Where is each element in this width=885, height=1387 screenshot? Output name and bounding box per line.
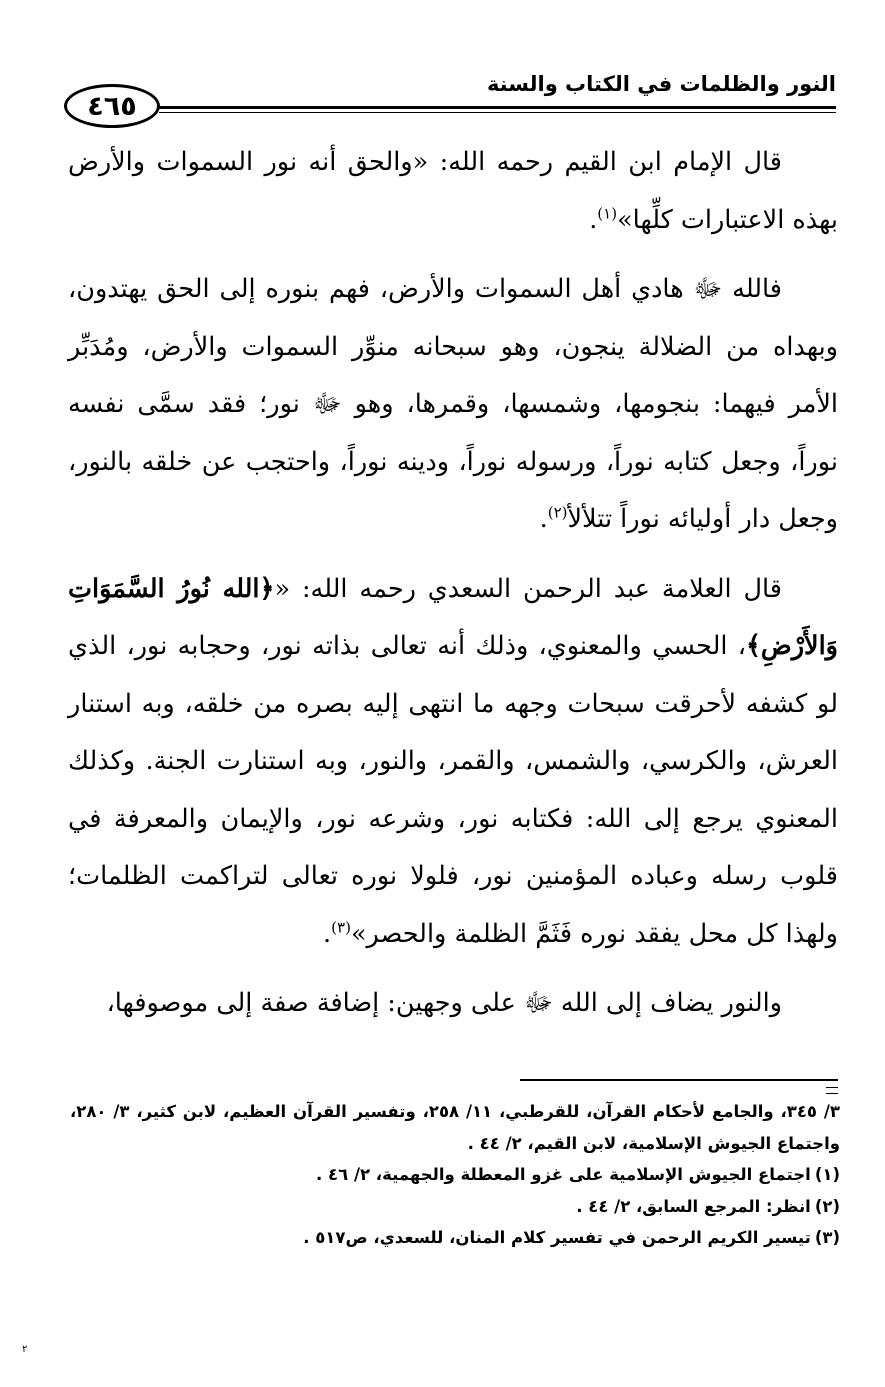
footnote-1-text: اجتماع الجيوش الإسلامية على غزو المعطلة والجهمية، ٢/ ٤٦ . [316, 1165, 811, 1184]
footnote-separator-mark [826, 1087, 838, 1088]
header-rule-thin [159, 112, 836, 113]
paragraph-4-text: والنور يضاف إلى الله ﷻ على وجهين: إضافة صفة إلى موصوفها، [106, 988, 782, 1018]
footnote-1 [70, 1159, 840, 1191]
page-number-oval [64, 84, 160, 128]
footnote-2 [70, 1191, 840, 1223]
footnotes [70, 1096, 840, 1254]
paragraph-2-end: . [539, 504, 548, 534]
paragraph-3-end: . [323, 918, 332, 949]
footnote-1-number: (١) [814, 1165, 840, 1184]
quran-verse: ﴿الله نُورُ السَّمَوَاتِ وَالأَرْضِ﴾ [68, 573, 838, 661]
paragraph-3 [68, 561, 838, 964]
corner-mark: ٢ [22, 1344, 28, 1355]
footnote-3 [70, 1222, 840, 1254]
footnote-3-text: تيسير الكريم الرحمن في تفسير كلام المنان، للسعدي، ص٥١٧ . [303, 1228, 811, 1247]
paragraph-2 [68, 261, 838, 549]
paragraph-3-text: ، الحسي والمعنوي، وذلك أنه تعالى بذاته نور، وحجابه نور، الذي لو كشفه لأحرقت سبحات وجهه ما انتهى إليه بصره من خلقه، وبه استنار العرش، والكرسي، والشمس، والقمر، والنور، وبه استنارت الجنة. وكذلك المعنوي يرجع إلى الله: فكتابه نور، وشرعه نور، والإيمان والمعرفة في قلوب رسله وعباده المؤمنين نور، فلولا نوره تعالى لتراكمت الظلمات؛ ولهذا كل محل يفقد نوره فَثَمَّ الظلمة والحصر» [68, 631, 838, 949]
footnote-separator [520, 1079, 838, 1081]
paragraph-1-end: . [589, 204, 598, 235]
page-header [64, 66, 836, 136]
footnote-2-text: انظر: المرجع السابق، ٢/ ٤٤ . [576, 1196, 811, 1216]
footnote-ref-1[interactable]: (١) [597, 204, 618, 222]
footnote-continuation: ٣/ ٣٤٥، والجامع لأحكام القرآن، للقرطبي، ١١/ ٢٥٨، وتفسير القرآن العظيم، لابن كثير، ٣/ ٢٨٠، واجتماع الجيوش الإسلامية، لابن القيم، ٢/ ٤٤ . [70, 1102, 840, 1153]
footnote-separator-mark-2 [826, 1093, 838, 1094]
header-rule [159, 106, 836, 109]
paragraph-2-text: فالله ﷻ هادي أهل السموات والأرض، فهم بنوره إلى الحق يهتدون، وبهداه من الضلالة ينجون، وهو سبحانه منوِّر السموات والأرض، ومُدَبِّر الأمر فيهما: بنجومها، وشمسها، وقمرها، وهو ﷻ نور؛ فقد سمَّى نفسه نوراً، وجعل كتابه نوراً، ورسوله نوراً، ودينه نوراً، واحتجب عن خلقه بالنور، وجعل دار أوليائه نوراً تتلألأ [68, 274, 838, 534]
main-text [68, 134, 838, 1045]
paragraph-4 [68, 975, 838, 1033]
footnote-ref-2[interactable]: (٢) [547, 503, 568, 522]
paragraph-1-text: قال الإمام ابن القيم رحمه الله: «والحق أنه نور السموات والأرض بهذه الاعتبارات كلِّها» [68, 147, 838, 235]
paragraph-1 [68, 134, 838, 249]
footnote-ref-3[interactable]: (٣) [331, 918, 351, 936]
running-title: النور والظلمات في الكتاب والسنة [486, 72, 836, 96]
footnote-3-number: (٣) [814, 1228, 840, 1247]
paragraph-3-intro: قال العلامة عبد الرحمن السعدي رحمه الله: « [274, 573, 782, 604]
page-number: ٤٦٥ [87, 90, 137, 122]
footnote-2-number: (٢) [814, 1196, 840, 1216]
